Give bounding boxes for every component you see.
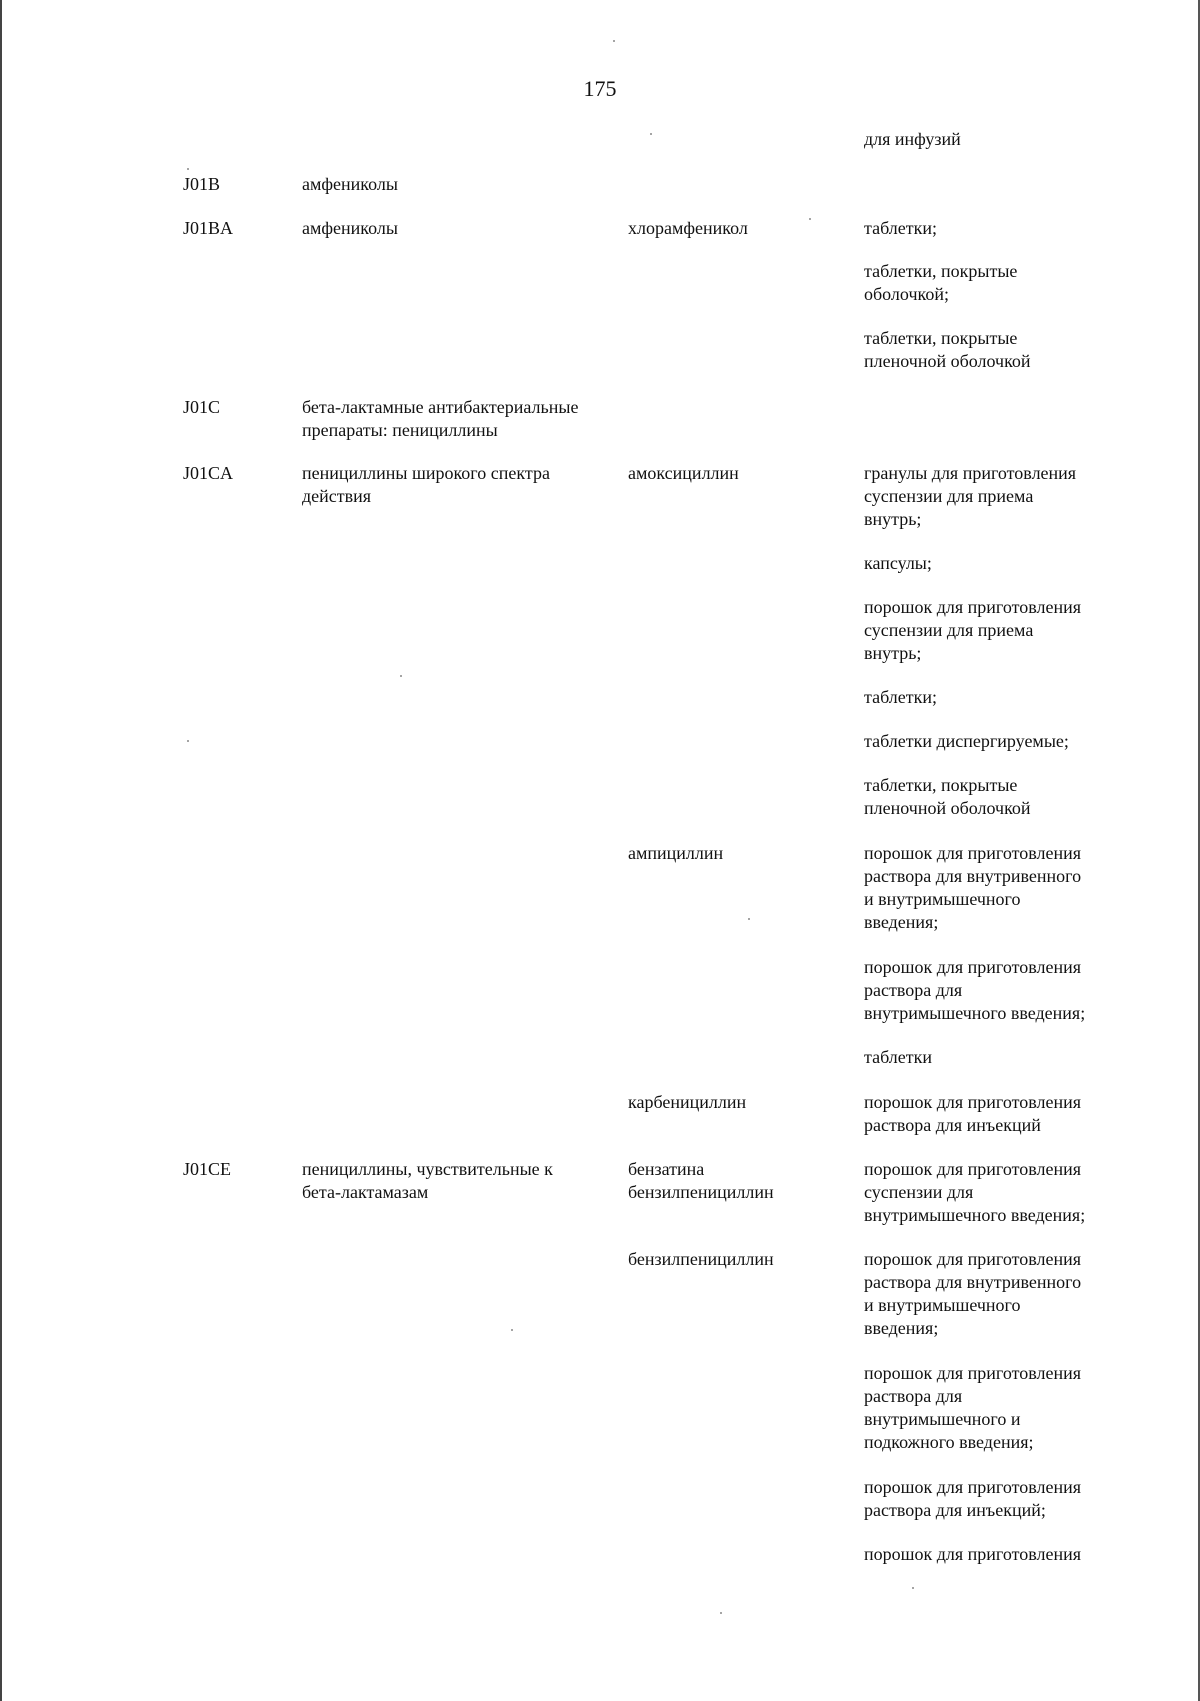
dosage-form: порошок для приготовления <box>864 1544 1082 1564</box>
scan-speck <box>912 1587 914 1589</box>
atc-code: J01C <box>183 397 221 417</box>
dosage-form: порошок для приготовления раствора для внутримышечного и подкожного введения; <box>864 1363 1082 1452</box>
scan-speck <box>809 218 811 220</box>
page-number: 175 <box>583 76 617 101</box>
dosage-form: таблетки <box>864 1047 933 1067</box>
dosage-form: порошок для приготовления раствора для инъекций <box>864 1092 1082 1135</box>
dosage-form: таблетки; <box>864 687 938 707</box>
scan-speck <box>187 740 189 742</box>
dosage-form: капсулы; <box>864 553 932 573</box>
atc-code: J01CA <box>183 463 234 483</box>
dosage-form: таблетки, покрытые пленочной оболочкой <box>864 775 1031 818</box>
dosage-form: таблетки; <box>864 218 938 238</box>
dosage-form: для инфузий <box>864 129 961 149</box>
scan-speck <box>187 168 189 170</box>
scan-speck <box>720 1612 722 1614</box>
atc-group: бета-лактамные антибактериальные препараты: пенициллины <box>302 397 579 440</box>
dosage-form: порошок для приготовления суспензии для внутримышечного введения; <box>864 1159 1086 1225</box>
drug-name: ампициллин <box>628 843 724 863</box>
scan-speck <box>511 1329 513 1331</box>
dosage-form: таблетки, покрытые оболочкой; <box>864 261 1018 304</box>
dosage-form: порошок для приготовления раствора для внутривенного и внутримышечного введения; <box>864 1249 1082 1338</box>
dosage-form: порошок для приготовления раствора для внутривенного и внутримышечного введения; <box>864 843 1082 932</box>
scan-speck <box>650 133 652 135</box>
dosage-form: порошок для приготовления раствора для инъекций; <box>864 1477 1082 1520</box>
atc-code: J01BA <box>183 218 234 238</box>
scan-speck <box>613 40 615 42</box>
dosage-form: гранулы для приготовления суспензии для приема внутрь; <box>864 463 1077 529</box>
scan-speck <box>748 918 750 920</box>
dosage-form: порошок для приготовления раствора для внутримышечного введения; <box>864 957 1086 1023</box>
drug-name: хлорамфеникол <box>628 218 748 238</box>
drug-name: карбенициллин <box>628 1092 747 1112</box>
scan-left-edge <box>0 0 2 1701</box>
scan-speck <box>400 675 402 677</box>
drug-name: бензатина бензилпенициллин <box>628 1159 774 1202</box>
drug-name: амоксициллин <box>628 463 739 483</box>
dosage-form: таблетки диспергируемые; <box>864 731 1069 751</box>
atc-code: J01B <box>183 174 221 194</box>
dosage-form: таблетки, покрытые пленочной оболочкой <box>864 328 1031 371</box>
dosage-form: порошок для приготовления суспензии для приема внутрь; <box>864 597 1082 663</box>
atc-group: пенициллины широкого спектра действия <box>302 463 550 506</box>
atc-group: амфениколы <box>302 174 398 194</box>
drug-name: бензилпенициллин <box>628 1249 774 1269</box>
atc-group: пенициллины, чувствительные к бета-лактамазам <box>302 1159 553 1202</box>
atc-group: амфениколы <box>302 218 398 238</box>
atc-code: J01CE <box>183 1159 232 1179</box>
